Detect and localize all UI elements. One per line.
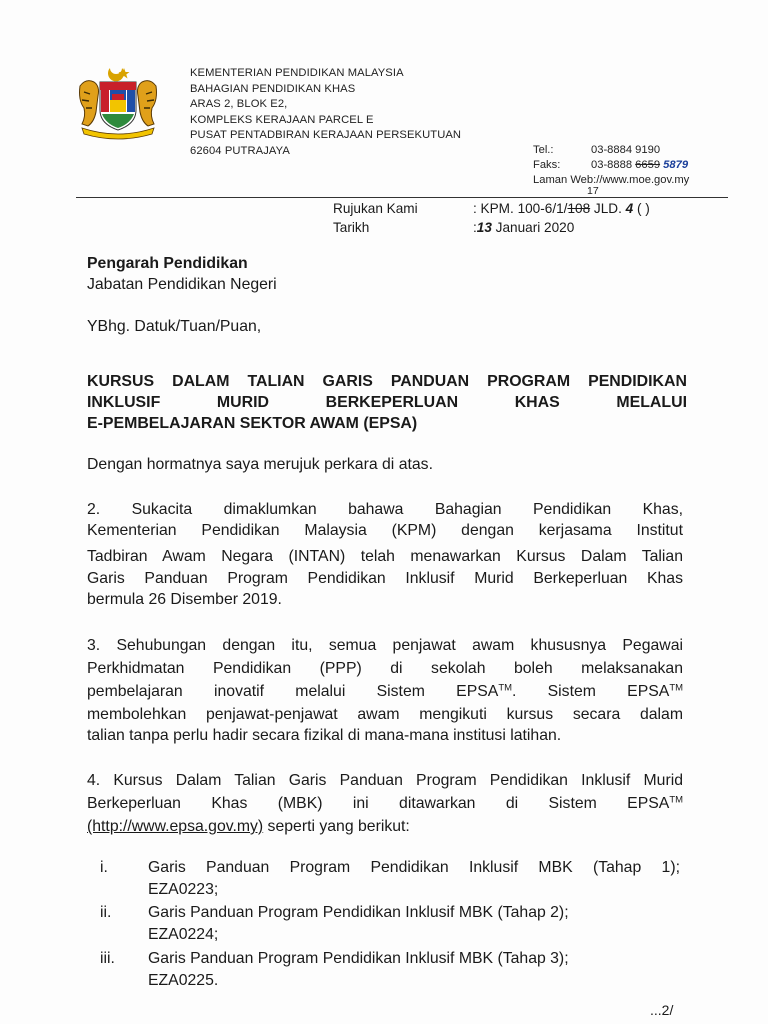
epsa-website-link[interactable]: (http://www.epsa.gov.my): [87, 818, 264, 835]
web-label: Laman Web:: [533, 174, 597, 186]
paragraph-2-line: Kementerian Pendidikan Malaysia (KPM) dengan kerjasama Institut: [87, 522, 683, 539]
paragraph-4-line: [87, 816, 683, 837]
rujukan-suffix: JLD.: [590, 201, 622, 216]
paragraph-4-line: [87, 793, 683, 814]
addressee-department: Jabatan Pendidikan Negeri: [87, 276, 277, 293]
paragraph-3-text: . Sistem EPSA: [511, 683, 670, 700]
addressee-title: Pengarah Pendidikan: [87, 255, 248, 272]
fax-label: Faks:: [533, 159, 561, 171]
list-number: i.: [100, 859, 108, 876]
address-line: ARAS 2, BLOK E2,: [190, 98, 288, 111]
malaysia-coat-of-arms-logo: [72, 64, 164, 140]
paragraph-3-line: membolehkan penjawat-penjawat awam mengikuti kursus secara dalam: [87, 706, 683, 723]
list-number: ii.: [100, 904, 112, 921]
web-value: //www.moe.gov.my: [596, 174, 690, 186]
address-line: PUSAT PENTADBIRAN KERAJAAN PERSEKUTUAN: [190, 129, 462, 142]
trademark-sup: TM: [669, 682, 683, 694]
paragraph-2-line: Garis Panduan Program Pendidikan Inklusif Murid Berkeperluan Khas: [87, 570, 683, 587]
paragraph-2-line: Tadbiran Awam Negara (INTAN) telah menawarkan Kursus Dalam Talian: [87, 548, 683, 565]
paragraph-2-line: bermula 26 Disember 2019.: [87, 591, 282, 608]
paragraph-3-line: talian tanpa perlu hadir secara fizikal di mana-mana institusi latihan.: [87, 727, 562, 744]
course-title: Garis Panduan Program Pendidikan Inklusif MBK (Tahap 1);: [148, 859, 680, 876]
tarikh-row: [333, 219, 650, 238]
rujukan-label: Rujukan Kami: [333, 201, 418, 216]
subject-line: E-PEMBELAJARAN SEKTOR AWAM (EPSA): [87, 415, 418, 432]
course-text: [148, 857, 680, 901]
contact-details: [533, 143, 689, 188]
tarikh-prefix: :: [473, 219, 477, 235]
salutation: YBhg. Datuk/Tuan/Puan,: [87, 318, 262, 335]
subject-line: KURSUS DALAM TALIAN GARIS PANDUAN PROGRAM PENDIDIKAN: [87, 373, 687, 390]
rujukan-volume-handwritten: 4: [625, 201, 634, 216]
subject-line: INKLUSIF MURID BERKEPERLUAN KHAS MELALUI: [87, 394, 687, 411]
list-number: iii.: [100, 950, 115, 967]
address-line: KEMENTERIAN PENDIDIKAN MALAYSIA: [190, 67, 404, 79]
reference-block: [333, 200, 650, 237]
fax-handwritten-correction: 5879: [663, 159, 689, 171]
address-line: 62604 PUTRAJAYA: [190, 144, 290, 157]
fax-struck-number: 6659: [635, 159, 661, 171]
tel-value: 03-8884 9190: [591, 144, 661, 156]
fax-row: [533, 158, 689, 173]
paragraph-3-line: [87, 681, 683, 702]
letterhead-divider: [76, 197, 728, 198]
course-text: [148, 902, 680, 946]
trademark-sup: TM: [669, 794, 683, 806]
course-code: EZA0225.: [148, 972, 219, 989]
paragraph-2-line: 2. Sukacita dimaklumkan bahawa Bahagian Pendidikan Khas,: [87, 501, 683, 518]
rujukan-prefix: : KPM. 100-6/1/: [473, 201, 568, 216]
rujukan-row: [333, 200, 650, 219]
tarikh-rest: Januari 2020: [491, 219, 575, 235]
paragraph-3-text: pembelajaran inovatif melalui Sistem EPSA: [87, 683, 499, 700]
rujukan-struck: 108: [567, 201, 591, 216]
course-title: Garis Panduan Program Pendidikan Inklusif MBK (Tahap 3);: [148, 950, 569, 967]
ministry-address: [190, 66, 461, 160]
paragraph-3-line: 3. Sehubungan dengan itu, semua penjawat awam khususnya Pegawai: [87, 637, 683, 654]
paragraph-4-text: seperti yang berikut:: [263, 818, 410, 835]
course-code: EZA0223;: [148, 881, 219, 898]
handwritten-correction-17: 17: [587, 185, 599, 197]
trademark-sup: TM: [498, 682, 512, 694]
rujukan-paren: ( ): [637, 201, 650, 216]
tel-label: Tel.:: [533, 144, 554, 156]
page-continuation: ...2/: [650, 1002, 674, 1018]
tarikh-day-handwritten: 13: [476, 219, 492, 235]
tarikh-label: Tarikh: [333, 219, 370, 235]
course-text: [148, 948, 680, 992]
address-line: BAHAGIAN PENDIDIKAN KHAS: [190, 82, 356, 95]
course-title: Garis Panduan Program Pendidikan Inklusif MBK (Tahap 2);: [148, 904, 569, 921]
address-line: KOMPLEKS KERAJAAN PARCEL E: [190, 113, 374, 126]
paragraph-4-text: Berkeperluan Khas (MBK) ini ditawarkan di Sistem EPSA: [87, 795, 670, 812]
telephone-row: [533, 143, 689, 158]
website-row: [533, 173, 689, 188]
paragraph-3-line: Perkhidmatan Pendidikan (PPP) di sekolah boleh melaksanakan: [87, 660, 683, 677]
opening-sentence: Dengan hormatnya saya merujuk perkara di atas.: [87, 456, 433, 473]
course-code: EZA0224;: [148, 926, 219, 943]
fax-value: 03-8888: [591, 159, 633, 171]
paragraph-4-line: 4. Kursus Dalam Talian Garis Panduan Program Pendidikan Inklusif Murid: [87, 772, 683, 789]
